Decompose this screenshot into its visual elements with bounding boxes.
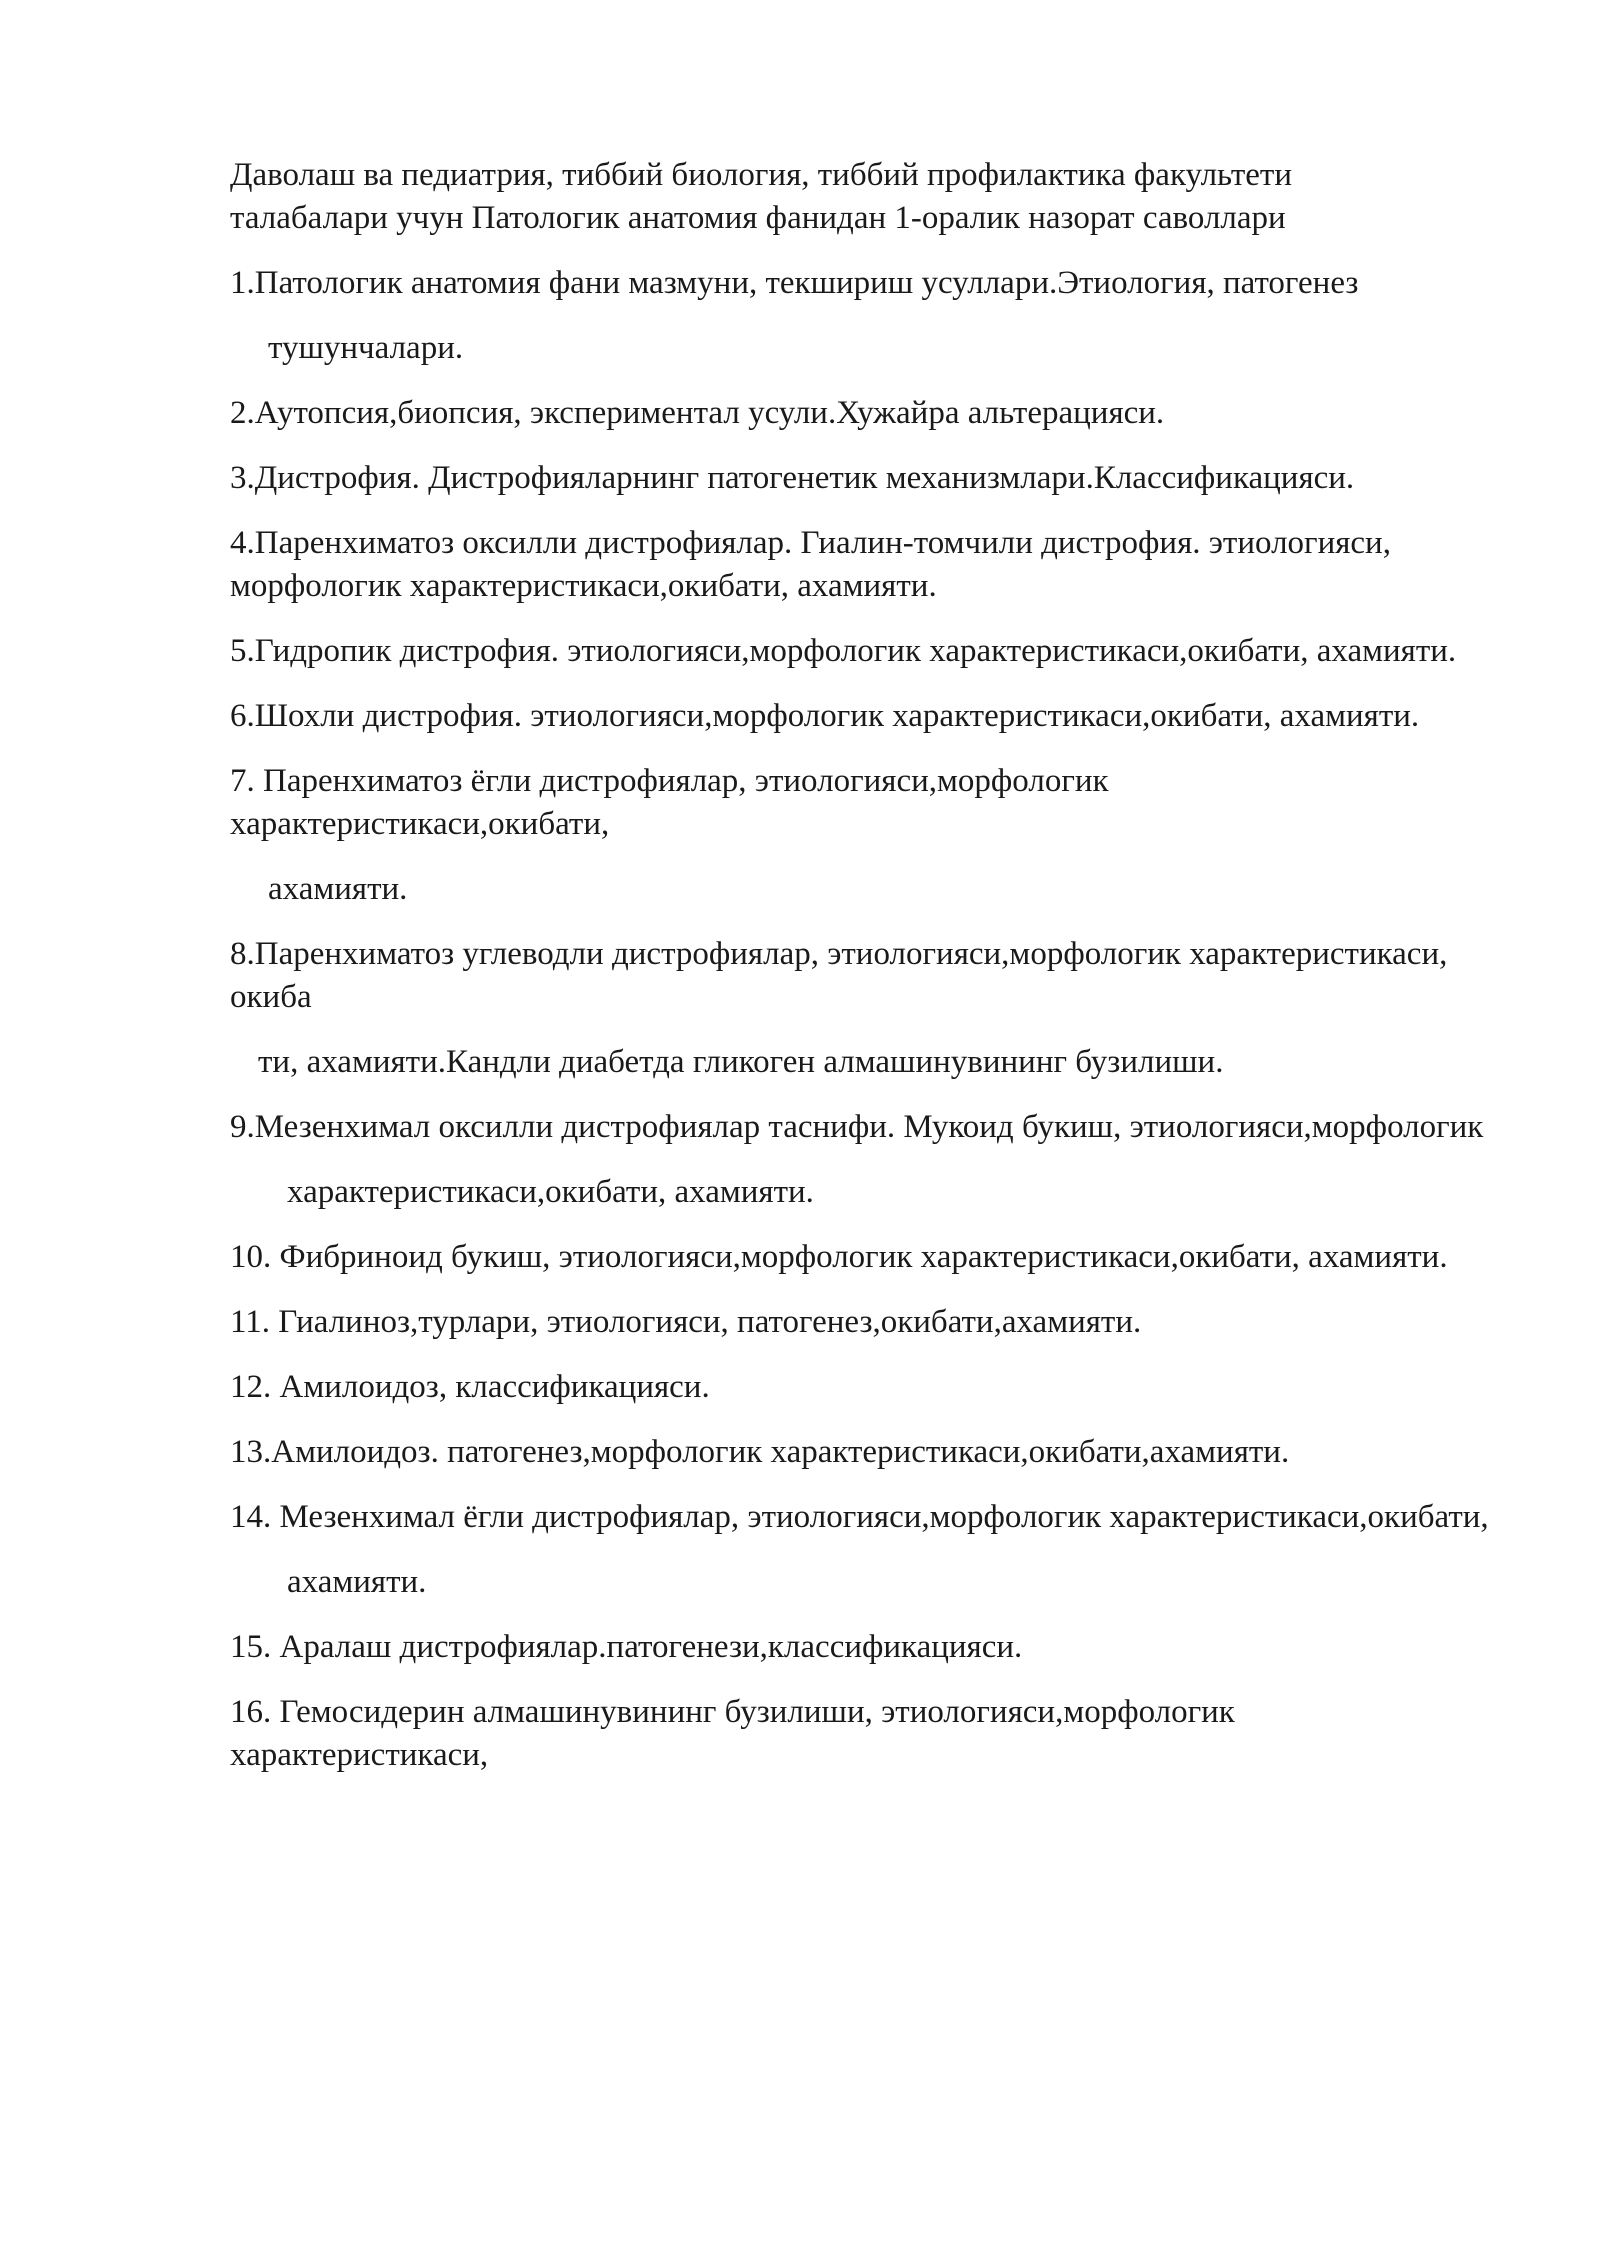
question-10: 10. Фибриноид букиш, этиологияси,морфологик характеристикаси,окибати, ахамияти.	[230, 1239, 1448, 1275]
title-line-2: талабалари учун Патологик анатомия фанидан 1-оралик назорат саволлари	[230, 200, 1286, 236]
question-2: 2.Аутопсия,биопсия, экспериментал усули.Хужайра альтерацияси.	[230, 395, 1165, 431]
document-page	[230, 154, 1490, 1799]
title-line-1: Даволаш ва педиатрия, тиббий биология, тиббий профилактика факультети	[230, 157, 1292, 193]
question-8: 8.Паренхиматоз углеводли дистрофиялар, этиологияси,морфологик характеристикаси, окиба	[230, 936, 1448, 1015]
question-8-continuation: ти, ахамияти.Кандли диабетда гликоген алмашинувининг бузилиши.	[258, 1044, 1224, 1080]
question-1-continuation: тушунчалари.	[268, 330, 464, 366]
question-9: 9.Мезенхимал оксилли дистрофиялар таснифи. Мукоид букиш, этиологияси,морфологик	[230, 1109, 1484, 1145]
question-15: 15. Аралаш дистрофиялар.патогенези,классификацияси.	[230, 1629, 1023, 1665]
question-4: 4.Паренхиматоз оксилли дистрофиялар. Гиалин-томчили дистрофия. этиологияси, морфологик характеристикаси,окибати, ахамияти.	[230, 525, 1391, 604]
question-1: 1.Патологик анатомия фани мазмуни, текшириш усуллари.Этиология, патогенез	[230, 265, 1359, 301]
question-14: 14. Мезенхимал ёгли дистрофиялар, этиологияси,морфологик характеристикаси,окибати,	[230, 1499, 1489, 1535]
question-9-continuation: характеристикаси,окибати, ахамияти.	[287, 1174, 814, 1210]
question-12: 12. Амилоидоз, классификацияси.	[230, 1369, 710, 1405]
question-14-continuation: ахамияти.	[287, 1564, 427, 1600]
question-13: 13.Амилоидоз. патогенез,морфологик характеристикаси,окибати,ахамияти.	[230, 1434, 1290, 1470]
question-16: 16. Гемосидерин алмашинувининг бузилиши, этиологияси,морфологик характеристикаси,	[230, 1694, 1235, 1773]
question-7: 7. Паренхиматоз ёгли дистрофиялар, этиологияси,морфологик характеристикаси,окибати,	[230, 763, 1109, 842]
question-5: 5.Гидропик дистрофия. этиологияси,морфологик характеристикаси,окибати, ахамияти.	[230, 633, 1457, 669]
document-title	[230, 154, 1490, 240]
question-3: 3.Дистрофия. Дистрофияларнинг патогенетик механизмлари.Классификацияси.	[230, 460, 1355, 496]
question-7-continuation: ахамияти.	[268, 871, 408, 907]
question-6: 6.Шохли дистрофия. этиологияси,морфологик характеристикаси,окибати, ахамияти.	[230, 698, 1420, 734]
question-11: 11. Гиалиноз,турлари, этиологияси, патогенез,окибати,ахамияти.	[230, 1304, 1142, 1340]
